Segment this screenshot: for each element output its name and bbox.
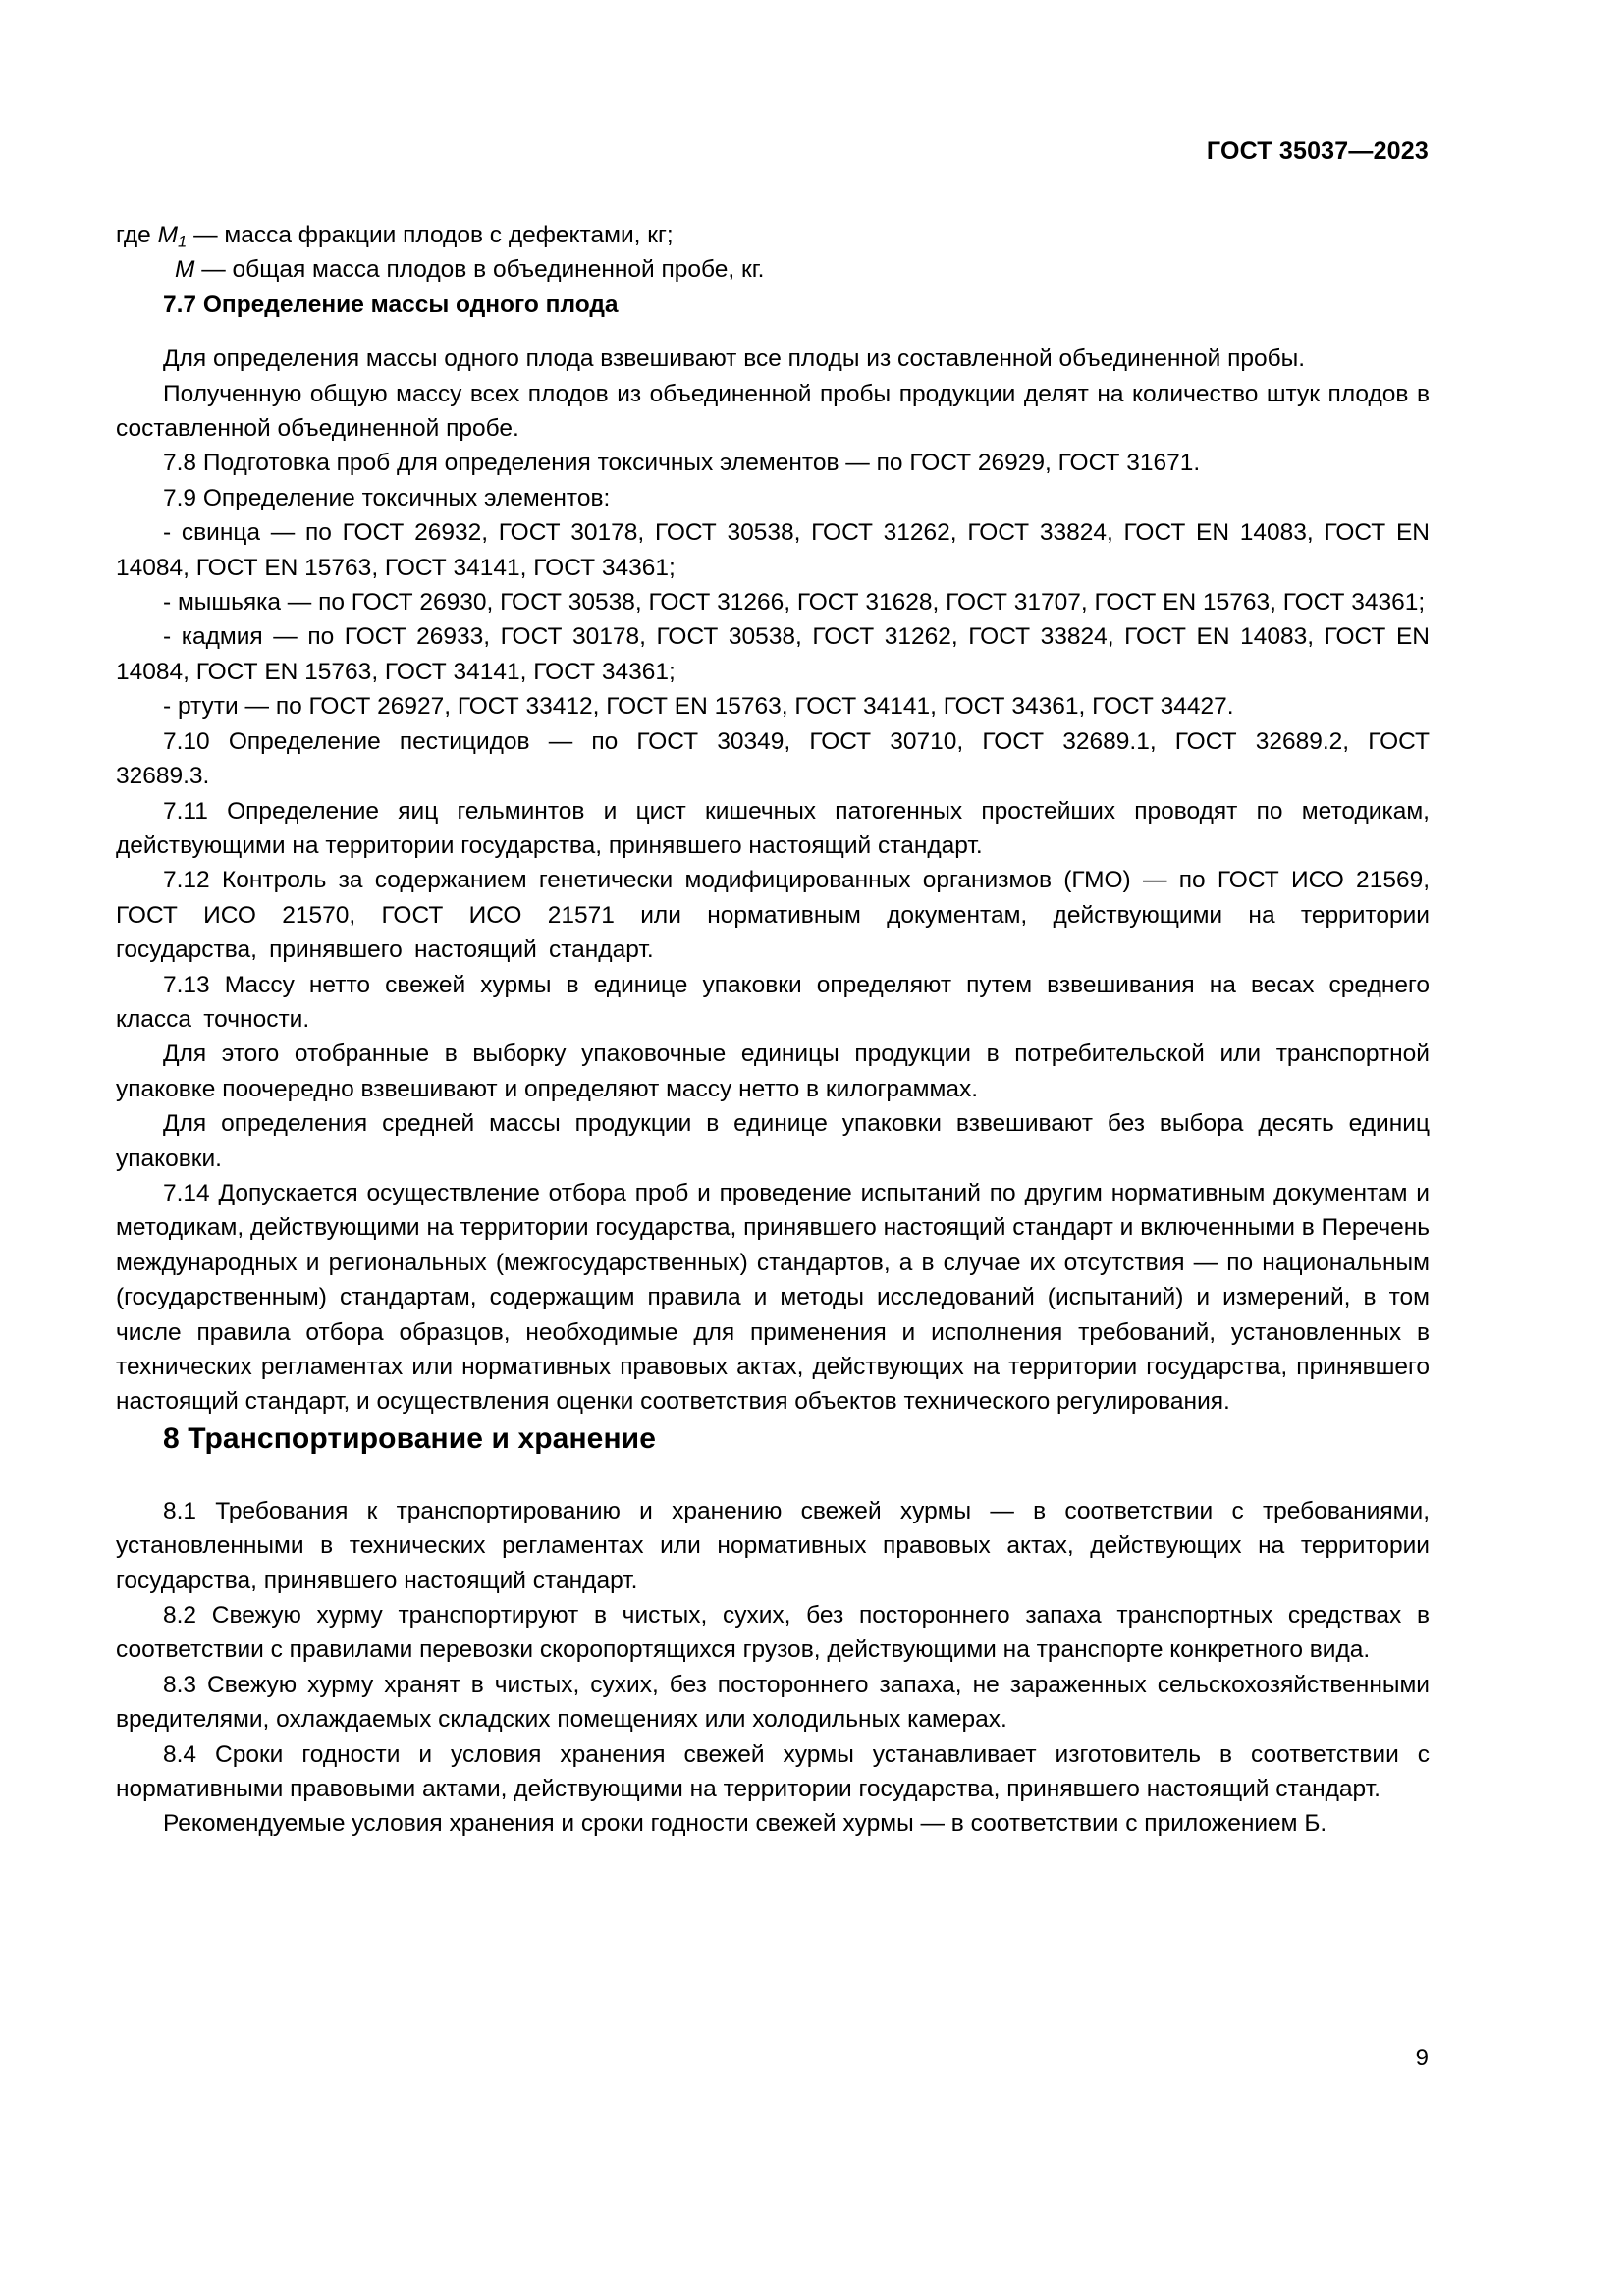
- list-item-mercury: - ртути — по ГОСТ 26927, ГОСТ 33412, ГОСТ EN 15763, ГОСТ 34141, ГОСТ 34361, ГОСТ 34427.: [163, 693, 1234, 721]
- heading-section-8: 8 Транспортирование и хранение: [163, 1421, 657, 1455]
- heading-7-7: 7.7 Определение массы одного плода: [163, 291, 619, 318]
- page-body: [116, 218, 1430, 1842]
- paragraph-7-13-3: Для определения средней массы продукции в единице упаковки взвешивают без выбора десять единиц упаковки.: [116, 1110, 1430, 1172]
- paragraph-8-2: 8.2 Свежую хурму транспортируют в чистых, сухих, без постороннего запаха транспортных средствах в соответствии с правилами перевозки скоропортящихся грузов, действующими на транспорте конкретного вида.: [116, 1602, 1430, 1664]
- paragraph-7-10: 7.10 Определение пестицидов — по ГОСТ 30349, ГОСТ 30710, ГОСТ 32689.1, ГОСТ 32689.2, ГОСТ 32689.3.: [116, 727, 1430, 790]
- where-definition-2-text: — общая масса плодов в объединенной пробе, кг.: [194, 256, 765, 284]
- paragraph-8-3: 8.3 Свежую хурму хранят в чистых, сухих, без постороннего запаха, не зараженных сельскохозяйственными вредителями, охлаждаемых складских помещениях или холодильных камерах.: [116, 1671, 1430, 1734]
- variable-m1: $M_1$: [157, 222, 188, 251]
- list-item-cadmium: - кадмия — по ГОСТ 26933, ГОСТ 30178, ГОСТ 30538, ГОСТ 31262, ГОСТ 33824, ГОСТ EN 14083, ГОСТ EN 14084, ГОСТ EN 15763, ГОСТ 34141, ГОСТ 34361;: [116, 623, 1430, 685]
- paragraph-7-8: 7.8 Подготовка проб для определения токсичных элементов — по ГОСТ 26929, ГОСТ 31671.: [163, 450, 1201, 477]
- paragraph-7-9: 7.9 Определение токсичных элементов:: [163, 484, 611, 511]
- where-definition-line-1: [116, 218, 1430, 252]
- page-number: 9: [1415, 2045, 1429, 2071]
- where-definition-line-2: [116, 252, 1430, 287]
- paragraph-8-1: 8.1 Требования к транспортированию и хранению свежей хурмы — в соответствии с требованиями, установленными в технических регламентах или нормативных правовых актах, действующих на территории государства, принявшего настоящий стандарт.: [116, 1497, 1430, 1594]
- paragraph-7-14: 7.14 Допускается осуществление отбора проб и проведение испытаний по другим нормативным документам и методикам, действующими на территории государства, принявшего настоящий стандарт и включенными в Перечень международных и региональных (межгосударственных) стандартов, а в случае их отсутствия — по национальным (государственным) стандартам, содержащим правила и методы исследований (испытаний) и измерений, в том числе правила отбора образцов, необходимые для применения и исполнения требований, установленных в технических регламентах или нормативных правовых актах, действующих на территории государства, принявшего настоящий стандарт, и осуществления оценки соответствия объектов технического регулирования.: [116, 1179, 1430, 1415]
- where-definition-1-text: — масса фракции плодов с дефектами, кг;: [187, 222, 674, 248]
- paragraph-7-11: 7.11 Определение яиц гельминтов и цист кишечных патогенных простейших проводят по методикам, действующими на территории государства, принявшего настоящий стандарт.: [116, 797, 1430, 859]
- paragraph-7-12: 7.12 Контроль за содержанием генетически модифицированных организмов (ГМО) — по ГОСТ ИСО 21569, ГОСТ ИСО 21570, ГОСТ ИСО 21571 или нормативным документам, действующими на территории государства, принявшего настоящий стандарт.: [116, 867, 1430, 964]
- paragraph-7-13-2: Для этого отобранные в выборку упаковочные единицы продукции в потребительской или транспортной упаковке поочередно взвешивают и определяют массу нетто в килограммах.: [116, 1041, 1430, 1102]
- where-prefix: где: [116, 222, 158, 248]
- paragraph-7-7-1: Для определения массы одного плода взвешивают все плоды из составленной объединенной пробы.: [163, 346, 1306, 373]
- paragraph-7-13: 7.13 Массу нетто свежей хурмы в единице упаковки определяют путем взвешивания на весах среднего класса точности.: [116, 971, 1430, 1033]
- variable-m: M: [175, 256, 195, 284]
- paragraph-8-4: 8.4 Сроки годности и условия хранения свежей хурмы устанавливает изготовитель в соответствии с нормативными правовыми актами, действующими на территории государства, принявшего настоящий стандарт.: [116, 1740, 1430, 1803]
- running-header-standard-number: ГОСТ 35037—2023: [1206, 137, 1429, 165]
- paragraph-7-7-2: Полученную общую массу всех плодов из объединенной пробы продукции делят на количество штук плодов в составленной объединенной пробе.: [116, 380, 1430, 443]
- paragraph-8-4-2: Рекомендуемые условия хранения и сроки годности свежей хурмы — в соответствии с приложением Б.: [163, 1810, 1327, 1838]
- list-item-arsenic: - мышьяка — по ГОСТ 26930, ГОСТ 30538, ГОСТ 31266, ГОСТ 31628, ГОСТ 31707, ГОСТ EN 15763, ГОСТ 34361;: [163, 589, 1426, 616]
- list-item-lead: - свинца — по ГОСТ 26932, ГОСТ 30178, ГОСТ 30538, ГОСТ 31262, ГОСТ 33824, ГОСТ EN 14083, ГОСТ EN 14084, ГОСТ EN 15763, ГОСТ 34141, ГОСТ 34361;: [116, 519, 1430, 581]
